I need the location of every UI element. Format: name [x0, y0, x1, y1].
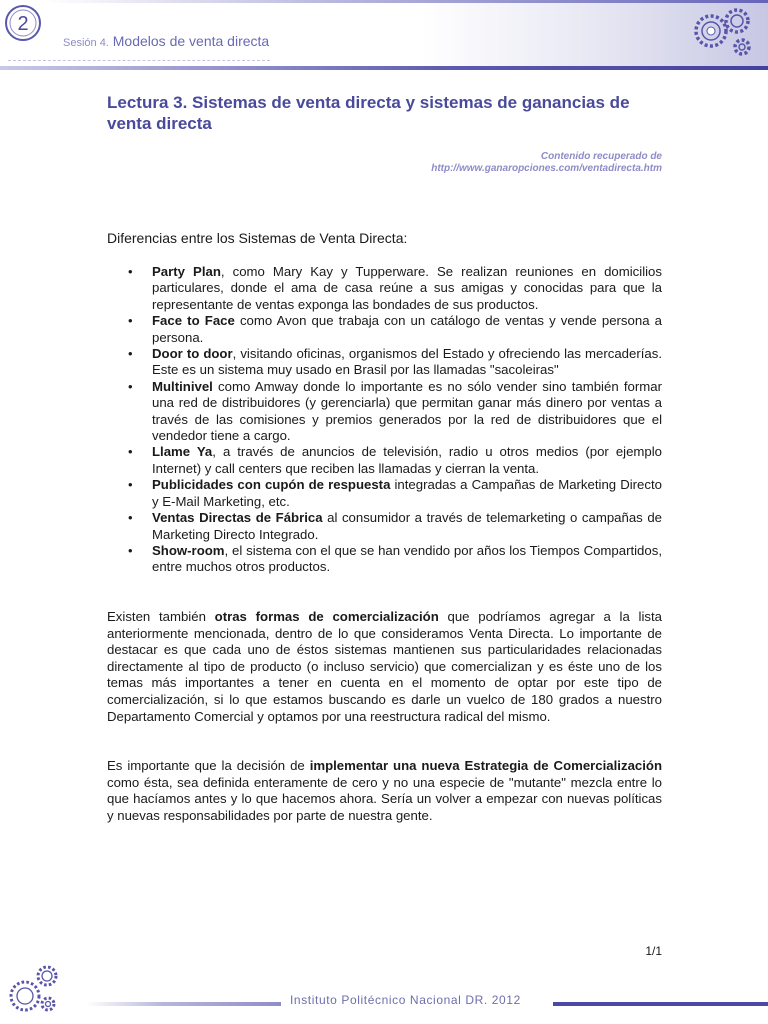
- list-item: [107, 477, 662, 510]
- paragraph-text: que podríamos agregar a la lista anteriormente mencionada, dentro de lo que consideramos Venta Directa. Lo importante de destacar es que cada uno de éstos sistemas mantienen sus particularidades relacionadas directamente al tipo de producto (o incluso servicio) que comercializan y es éste uno de los temas más importantes a tener en cuenta en el momento de optar por este tipo de comercialización, si lo que estamos buscando es darle un vuelco de 180 grados a nuestro Departamento Comercial y optamos por una reestructura radical del mismo.: [107, 609, 662, 724]
- gears-logo-icon: [684, 2, 764, 60]
- item-term: Show-room: [152, 542, 225, 558]
- list-item: [107, 264, 662, 313]
- footer-rule-left: [86, 1002, 281, 1006]
- body-paragraph: [107, 609, 662, 725]
- item-term: Door to door: [152, 346, 233, 362]
- intro-text: Diferencias entre los Sistemas de Venta Directa:: [107, 230, 408, 246]
- paragraph-emphasis: implementar una nueva Estrategia de Comercialización: [309, 758, 663, 773]
- header-rule: [0, 66, 768, 70]
- list-item: [107, 510, 662, 543]
- svg-text:2: 2: [17, 13, 29, 35]
- source-url: http://www.ganaropciones.com/ventadirecta.htm: [431, 163, 662, 174]
- item-term: Llame Ya: [152, 444, 213, 460]
- paragraph-emphasis: otras formas de comercialización: [214, 609, 439, 624]
- list-item: [107, 313, 662, 346]
- session-title: Modelos de venta directa: [112, 33, 270, 49]
- source-attribution: [431, 151, 662, 175]
- source-caption: Contenido recuperado de: [540, 151, 662, 162]
- gears-footer-icon: [4, 962, 62, 1018]
- footer-rule-right: [553, 1002, 768, 1006]
- item-description: , visitando oficinas, organismos del Estado y ofreciendo las mercaderías. Este es un sistema muy usado en Brasil por las llamadas "sacoleiras": [152, 346, 662, 378]
- paragraph-text: como ésta, sea definida enteramente de cero y no una especie de "mutante" mezcla entre lo que hacíamos antes y lo que hacemos ahora. Sería un volver a empezar con nuevas políticas y nuevas responsabilidades por parte de nuestra gente.: [107, 774, 662, 823]
- item-description: , como Mary Kay y Tupperware. Se realizan reuniones en domicilios particulares, donde el ama de casa reúne a sus amigas y conocidas para que la representante de ventas exponga las bondades de sus productos.: [152, 264, 662, 312]
- page-title: Lectura 3. Sistemas de venta directa y sistemas de ganancias de venta directa: [107, 93, 630, 133]
- body-paragraph: [107, 758, 662, 824]
- item-description: como Amway donde lo importante es no sólo vender sino también formar una red de distribuidores (y gerenciarla) que permitan ganar más dinero por ventas a través de las comisiones y premios generados por la red de distribuidores que el vendedor tiene a cargo.: [152, 378, 662, 444]
- bullet-list: [107, 264, 662, 576]
- paragraph-text: Es importante que la decisión de: [107, 758, 310, 773]
- list-item: [107, 543, 662, 576]
- item-term: Publicidades con cupón de respuesta: [152, 477, 391, 493]
- item-description: , el sistema con el que se han vendido por años los Tiempos Compartidos, entre muchos otros productos.: [152, 542, 662, 575]
- item-description: , a través de anuncios de televisión, radio u otros medios (por ejemplo Internet) y call centers que reciben las llamadas y cierran la venta.: [152, 444, 662, 476]
- session-heading: [63, 33, 269, 49]
- header-top-rule: [44, 0, 768, 3]
- item-term: Multinivel: [152, 378, 213, 394]
- item-description: como Avon que trabaja con un catálogo de ventas y vende persona a persona.: [152, 313, 662, 345]
- item-term: Face to Face: [152, 313, 235, 329]
- paragraph-text: Existen también: [107, 609, 215, 624]
- list-item: [107, 444, 662, 477]
- session-number-badge-icon: [4, 4, 42, 42]
- item-term: Ventas Directas de Fábrica: [152, 510, 323, 526]
- footer-institution: Instituto Politécnico Nacional DR. 2012: [290, 993, 521, 1007]
- item-description: al consumidor a través de telemarketing o campañas de Marketing Directo Integrado.: [152, 510, 662, 542]
- list-item: [107, 379, 662, 445]
- item-description: integradas a Campañas de Marketing Directo y E-Mail Marketing, etc.: [152, 477, 662, 509]
- item-term: Party Plan: [152, 264, 221, 279]
- session-label: Sesión 4.: [63, 37, 109, 49]
- page-number: 1/1: [645, 944, 662, 958]
- list-item: [107, 346, 662, 379]
- header-dashed-line: [8, 60, 270, 61]
